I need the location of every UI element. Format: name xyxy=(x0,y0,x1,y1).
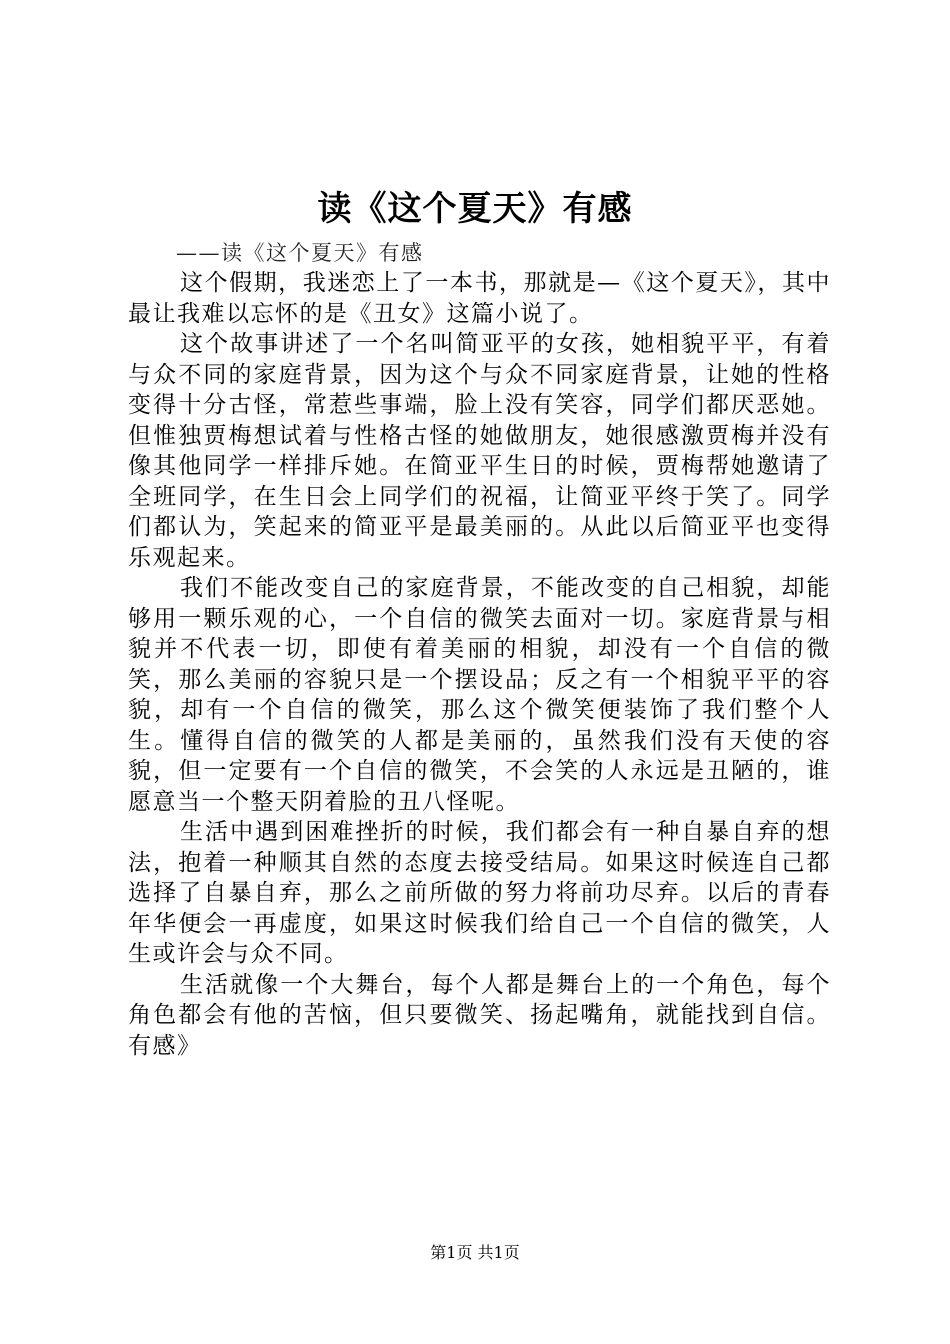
document-title: 读《这个夏天》有感 xyxy=(317,189,633,229)
paragraph-5: 生活就像一个大舞台，每个人都是舞台上的一个角色，每个角色都会有他的苦恼，但只要微笑、扬起嘴角，就能找到自信。有感》 xyxy=(128,971,831,1059)
paragraph-2: 这个故事讲述了一个名叫简亚平的女孩，她相貌平平，有着与众不同的家庭背景，因为这个与众不同家庭背景，让她的性格变得十分古怪，常惹些事端，脸上没有笑容，同学们都厌恶她。但惟独贾梅想试着与性格古怪的她做朋友，她很感激贾梅并没有像其他同学一样排斥她。在简亚平生日的时候，贾梅帮她邀请了全班同学，在生日会上同学们的祝福，让简亚平终于笑了。同学们都认为，笑起来的简亚平是最美丽的。从此以后简亚平也变得乐观起来。 xyxy=(128,331,831,571)
paragraph-1: 这个假期，我迷恋上了一本书，那就是—《这个夏天》，其中最让我难以忘怀的是《丑女》这篇小说了。 xyxy=(128,270,831,327)
document-body xyxy=(128,238,831,1061)
paragraph-3: 我们不能改变自己的家庭背景，不能改变的自己相貌，却能够用一颗乐观的心，一个自信的微笑去面对一切。家庭背景与相貌并不代表一切，即使有着美丽的相貌，却没有一个自信的微笑，那么美丽的容貌只是一个摆设品；反之有一个相貌平平的容貌，却有一个自信的微笑，那么这个微笑便装饰了我们整个人生。懂得自信的微笑的人都是美丽的，虽然我们没有天使的容貌，但一定要有一个自信的微笑，不会笑的人永远是丑陋的，谁愿意当一个整天阴着脸的丑八怪呢。 xyxy=(128,575,831,815)
page-footer: 第1页 共1页 xyxy=(430,1243,520,1262)
paragraph-4: 生活中遇到困难挫折的时候，我们都会有一种自暴自弃的想法，抱着一种顺其自然的态度去接受结局。如果这时候连自己都选择了自暴自弃，那么之前所做的努力将前功尽弃。以后的青春年华便会一再虚度，如果这时候我们给自己一个自信的微笑，人生或许会与众不同。 xyxy=(128,819,831,967)
document-subtitle: ——读《这个夏天》有感 xyxy=(176,241,424,265)
